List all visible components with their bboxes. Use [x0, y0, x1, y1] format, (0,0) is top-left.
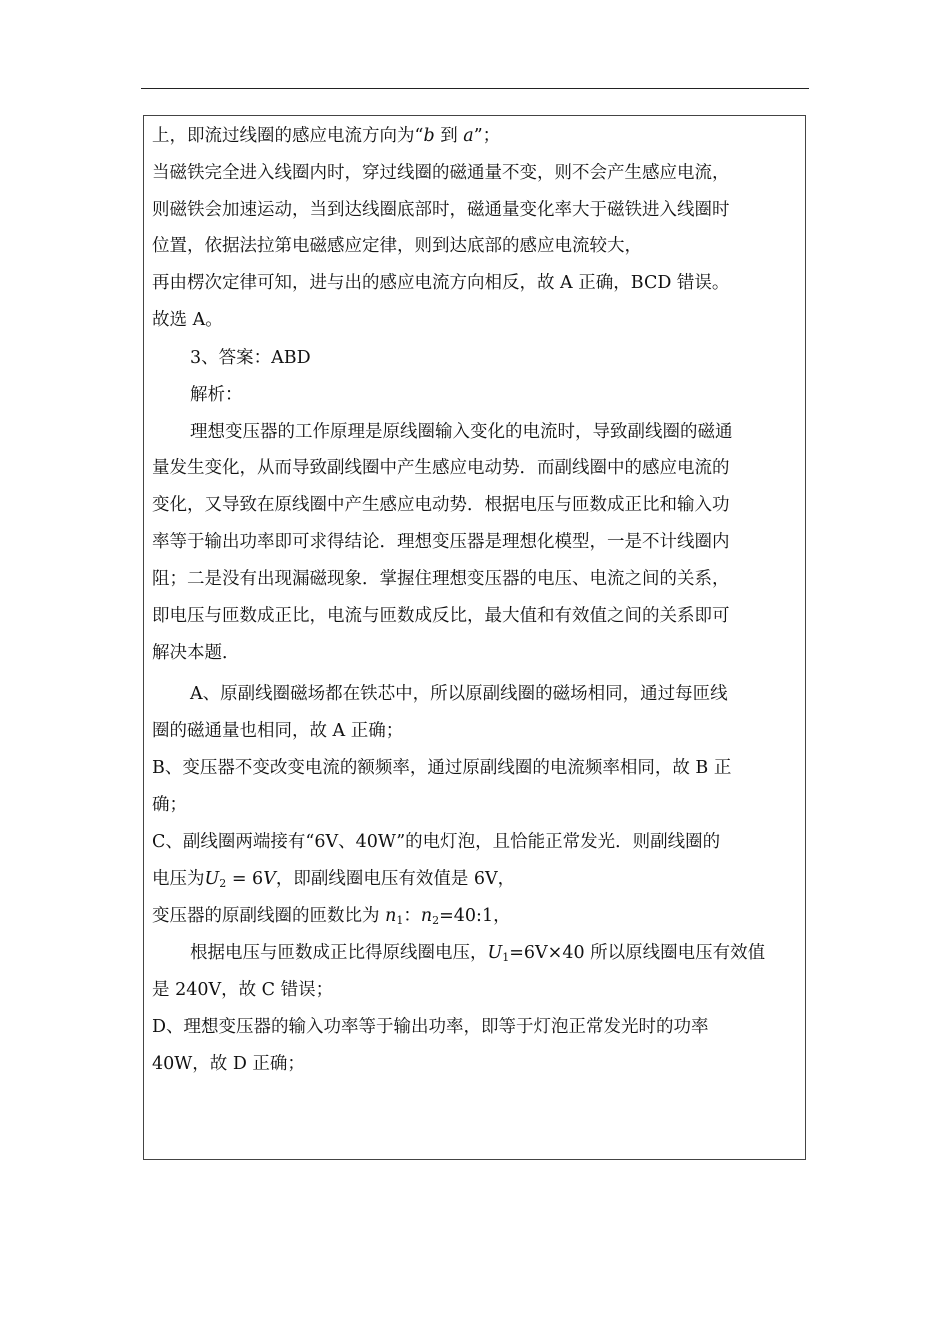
- text-run: 电压为: [152, 869, 205, 889]
- text-line: [190, 424, 733, 442]
- text-run: 解析：: [190, 385, 243, 405]
- math-symbol: a: [463, 126, 474, 146]
- text-run: ：: [403, 906, 421, 926]
- text-line: [152, 202, 730, 220]
- text-run: 上，即流过线圈的感应电流方向为“: [152, 126, 424, 146]
- math-symbol: n: [420, 906, 433, 926]
- text-line: [152, 908, 511, 926]
- text-line: [152, 165, 730, 183]
- text-line: [152, 497, 730, 515]
- text-run: = 6: [226, 869, 264, 889]
- text-run: 确；: [152, 795, 187, 815]
- text-run: 再由楞次定律可知，进与出的感应电流方向相反，故 A 正确，BCD 错误。: [152, 273, 730, 293]
- subscript: 2: [219, 877, 227, 890]
- text-run: 阻；二是没有出现漏磁现象．掌握住理想变压器的电压、电流之间的关系，: [152, 569, 730, 589]
- math-symbol: b: [423, 126, 435, 146]
- text-run: 理想变压器的工作原理是原线圈输入变化的电流时，导致副线圈的磁通: [190, 422, 733, 442]
- math-symbol: U: [204, 869, 220, 889]
- text-line: [190, 945, 765, 963]
- subscript: 1: [396, 914, 404, 927]
- text-line: [152, 982, 333, 1000]
- text-run: A、原副线圈磁场都在铁芯中，所以原副线圈的磁场相同，通过每匝线: [190, 684, 728, 704]
- math-symbol: n: [385, 906, 397, 926]
- text-run: =40:1，: [439, 906, 511, 926]
- text-line: [152, 1019, 709, 1037]
- text-line: [152, 871, 515, 889]
- text-run: 量发生变化，从而导致副线圈中产生感应电动势．而副线圈中的感应电流的: [152, 458, 730, 478]
- math-symbol: U: [487, 943, 503, 963]
- answer-box: [143, 115, 806, 1160]
- text-line: [152, 645, 240, 663]
- text-line: [190, 686, 728, 704]
- text-run: 40W，故 D 正确；: [152, 1054, 305, 1074]
- text-run: 圈的磁通量也相同，故 A 正确；: [152, 721, 404, 741]
- text-run: 到: [434, 126, 464, 146]
- text-run: 当磁铁完全进入线圈内时，穿过线圈的磁通量不变，则不会产生感应电流，: [152, 163, 730, 183]
- text-line: [152, 723, 403, 741]
- text-run: 是 240V，故 C 错误；: [152, 980, 334, 1000]
- text-line: [152, 460, 730, 478]
- header-rule: [141, 88, 809, 89]
- text-run: =6V×40 所以原线圈电压有效值: [509, 943, 766, 963]
- text-line: [152, 275, 729, 293]
- text-line: [190, 387, 243, 405]
- text-line: [152, 128, 500, 146]
- text-line: [152, 312, 223, 330]
- text-line: [152, 1056, 305, 1074]
- subscript: 1: [502, 951, 510, 964]
- text-run: ，即副线圈电压有效值是 6V，: [275, 869, 516, 889]
- text-run: 变压器的原副线圈的匝数比为: [152, 906, 386, 926]
- text-run: 位置，依据法拉第电磁感应定律，则到达底部的感应电流较大，: [152, 236, 642, 256]
- text-line: [152, 571, 730, 589]
- text-run: 解决本题．: [152, 643, 240, 663]
- text-line: [152, 238, 642, 256]
- text-run: D、理想变压器的输入功率等于输出功率，即等于灯泡正常发光时的功率: [152, 1017, 709, 1037]
- text-line: [152, 834, 720, 852]
- text-run: ”；: [473, 126, 501, 146]
- math-symbol: V: [263, 869, 276, 889]
- text-run: 则磁铁会加速运动，当到达线圈底部时，磁通量变化率大于磁铁进入线圈时: [152, 200, 730, 220]
- text-run: 率等于输出功率即可求得结论．理想变压器是理想化模型，一是不计线圈内: [152, 532, 730, 552]
- text-line: [190, 350, 311, 368]
- text-run: 故选 A。: [152, 310, 223, 330]
- text-run: 变化，又导致在原线圈中产生感应电动势．根据电压与匝数成正比和输入功: [152, 495, 730, 515]
- text-run: 根据电压与匝数成正比得原线圈电压，: [190, 943, 488, 963]
- text-line: [152, 534, 730, 552]
- text-run: 3、答案：ABD: [190, 348, 311, 368]
- text-line: [152, 797, 187, 815]
- text-line: [152, 760, 731, 778]
- text-line: [152, 608, 730, 626]
- text-run: 即电压与匝数成正比，电流与匝数成反比，最大值和有效值之间的关系即可: [152, 606, 730, 626]
- subscript: 2: [432, 914, 440, 927]
- text-run: B、变压器不变改变电流的额频率，通过原副线圈的电流频率相同，故 B 正: [152, 758, 732, 778]
- text-run: C、副线圈两端接有“6V、40W”的电灯泡，且恰能正常发光．则副线圈的: [152, 832, 721, 852]
